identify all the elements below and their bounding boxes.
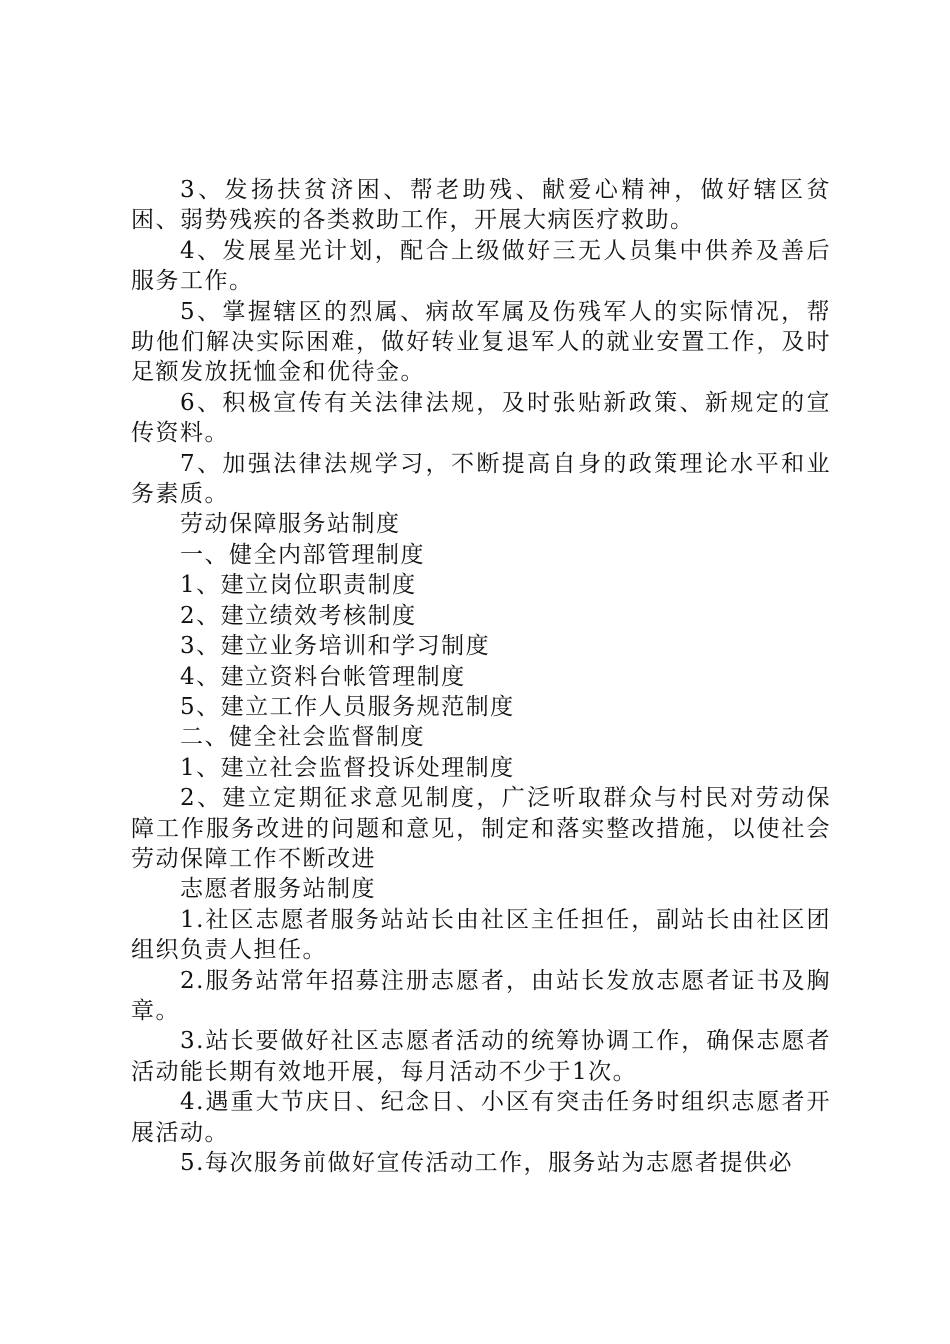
list-item: 1、建立社会监督投诉处理制度 — [180, 754, 515, 781]
document-body — [131, 175, 831, 1178]
paragraph: 5、掌握辖区的烈属、病故军属及伤残军人的实际情况，帮助他们解决实际困难，做好转业复退军人的就业安置工作，及时足额发放抚恤金和优待金。 — [131, 298, 831, 386]
list-item: 3、建立业务培训和学习制度 — [180, 633, 491, 660]
paragraph: 6、积极宣传有关法律法规，及时张贴新政策、新规定的宣传资料。 — [131, 389, 831, 447]
paragraph: 4.遇重大节庆日、纪念日、小区有突击任务时组织志愿者开展活动。 — [131, 1089, 831, 1146]
paragraph: 3.站长要做好社区志愿者活动的统筹协调工作，确保志愿者活动能长期有效地开展，每月活动不少于1次。 — [131, 1028, 831, 1085]
paragraph: 5.每次服务前做好宣传活动工作，服务站为志愿者提供必 — [180, 1150, 793, 1176]
paragraph: 7、加强法律法规学习，不断提高自身的政策理论水平和业务素质。 — [131, 450, 831, 508]
subsection-heading: 二、健全社会监督制度 — [180, 724, 425, 751]
paragraph: 2.服务站常年招募注册志愿者，由站长发放志愿者证书及胸章。 — [131, 967, 831, 1024]
paragraph: 3、发扬扶贫济困、帮老助残、献爱心精神，做好辖区贫困、弱势残疾的各类救助工作，开展大病医疗救助。 — [131, 177, 831, 234]
list-item: 5、建立工作人员服务规范制度 — [180, 693, 515, 720]
paragraph: 2、建立定期征求意见制度，广泛听取群众与村民对劳动保障工作服务改进的问题和意见，制定和落实整改措施，以使社会劳动保障工作不断改进 — [131, 785, 831, 872]
paragraph: 1.社区志愿者服务站站长由社区主任担任，副站长由社区团组织负责人担任。 — [131, 906, 831, 964]
section-heading: 志愿者服务站制度 — [180, 876, 376, 903]
section-heading: 劳动保障服务站制度 — [180, 511, 401, 538]
list-item: 1、建立岗位职责制度 — [180, 572, 417, 599]
list-item: 4、建立资料台帐管理制度 — [180, 663, 466, 690]
list-item: 2、建立绩效考核制度 — [180, 602, 417, 629]
subsection-heading: 一、健全内部管理制度 — [180, 541, 425, 568]
paragraph: 4、发展星光计划，配合上级做好三无人员集中供养及善后服务工作。 — [131, 237, 831, 295]
